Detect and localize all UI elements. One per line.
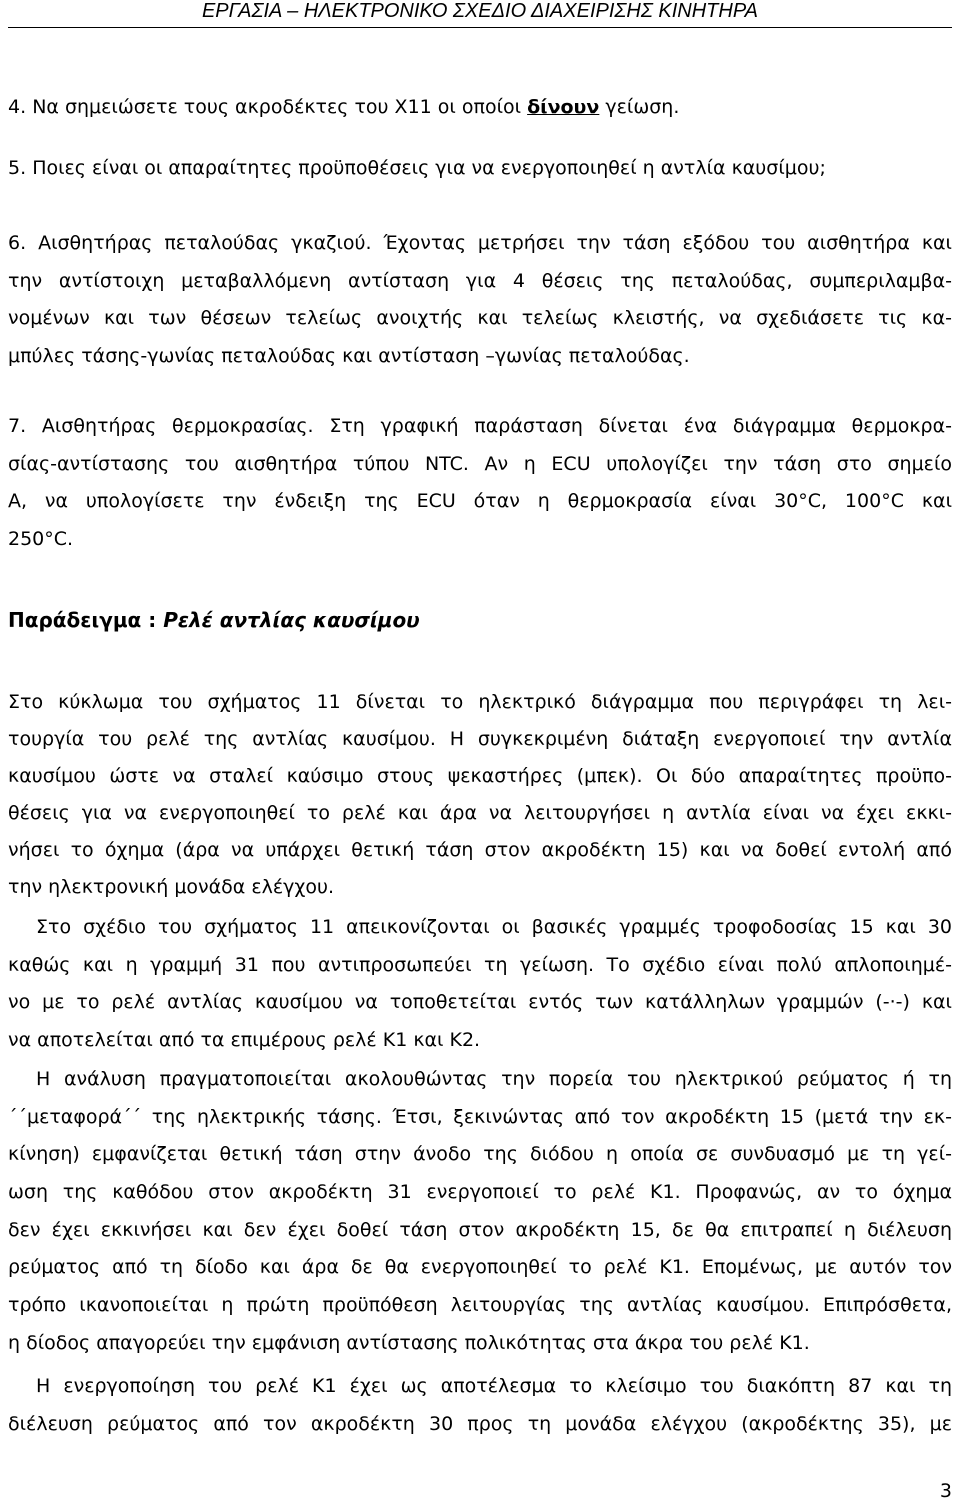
question-6 [8, 225, 952, 376]
paragraph-4-line-1: Η ενεργοποίηση του ρελέ K1 έχει ως αποτέλεσμα το κλείσιμο του διακόπτη 87 και τη [36, 1375, 952, 1397]
paragraph-2-line-4: να αποτελείται από τα επιμέρους ρελέ K1 και K2. [8, 1029, 481, 1052]
example-heading-line [8, 602, 952, 640]
paragraph-3-line-4: ωση της καθόδου στον ακροδέκτη 31 ενεργοποιεί το ρελέ K1. Προφανώς, αν το όχημα [8, 1181, 952, 1204]
example-paragraph-1 [8, 684, 952, 907]
paragraph-1-line-1: Στο κύκλωμα του σχήματος 11 δίνεται το ηλεκτρικό διάγραμμα που περιγράφει τη λει- [8, 691, 952, 713]
question-4-text-before: Να σημειώσετε τους ακροδέκτες του X11 οι οποίοι [32, 96, 522, 118]
question-4-text-after: γείωση. [605, 96, 680, 118]
example-heading [8, 602, 952, 640]
question-5 [8, 150, 952, 188]
paragraph-2-line-1: Στο σχέδιο του σχήματος 11 απεικονίζονται οι βασικές γραμμές τροφοδοσίας 15 και 30 [36, 916, 952, 938]
paragraph-2-line-3: νο με το ρελέ αντλίας καυσίμου να τοποθετείται εντός των κατάλληλων γραμμών (-·-) και [8, 991, 952, 1014]
running-header-title: ΕΡΓΑΣΙΑ – ΗΛΕΚΤΡΟΝΙΚΟ ΣΧΕΔΙΟ ΔΙΑΧΕΙΡΙΣΗΣ ΚΙΝΗΤΗΡΑ [201, 0, 759, 22]
running-header [8, 0, 952, 28]
question-6-line-4: μπύλες τάσης-γωνίας πεταλούδας και αντίσταση –γωνίας πεταλούδας. [8, 345, 690, 368]
example-paragraph-4 [8, 1368, 952, 1443]
question-6-line-2: την αντίστοιχη μεταβαλλόμενη αντίσταση για 4 θέσεις της πεταλούδας, συμπεριλαμβα- [8, 269, 952, 292]
question-4-emphasized-word: δίνουν [527, 96, 600, 118]
paragraph-3-line-6: ρεύματος από τη δίοδο και άρα δε θα ενεργοποιηθεί το ρελέ K1. Επομένως, με αυτόν τον [8, 1256, 952, 1279]
paragraph-4-line-2: διέλευση ρεύματος από τον ακροδέκτη 30 προς τη μονάδα ελέγχου (ακροδέκτης 35), με [8, 1412, 952, 1435]
question-5-text: Ποιες είναι οι απαραίτητες προϋποθέσεις για να ενεργοποιηθεί η αντλία καυσίμου; [32, 157, 826, 179]
question-7-line-2: σίας-αντίστασης του αισθητήρα τύπου NTC. Αν η ECU υπολογίζει την τάση στο σημείο [8, 452, 952, 475]
question-7-line-1 [8, 408, 952, 446]
paragraph-3-line-2: ΄΄μεταφορά΄΄ της ηλεκτρικής τάσης. Έτσι, ξεκινώντας από τον ακροδέκτη 15 (μετά την εκ- [8, 1105, 952, 1128]
paragraph-3-line-8: η δίοδος απαγορεύει την εμφάνιση αντίστασης πολικότητας στα άκρα του ρελέ K1. [8, 1331, 810, 1354]
example-paragraph-2 [8, 909, 952, 1060]
question-4-number: 4. [8, 96, 27, 118]
example-heading-label: Παράδειγμα : [8, 608, 157, 632]
question-7-number: 7. [8, 415, 27, 437]
page-number: 3 [939, 1480, 952, 1502]
paragraph-1-line-5: νήσει το όχημα (άρα να υπάρχει θετική τάση στον ακροδέκτη 15) και να δοθεί εντολή από [8, 839, 952, 862]
example-paragraph-3 [8, 1061, 952, 1363]
paragraph-2-line-2: καθώς και η γραμμή 31 που αντιπροσωπεύει τη γείωση. Το σχέδιο είναι πολύ απλοποιημέ- [8, 953, 952, 976]
question-6-line-1 [8, 225, 952, 263]
paragraph-3-line-1: Η ανάλυση πραγματοποιείται ακολουθώντας την πορεία του ηλεκτρικού ρεύματος ή τη [36, 1068, 952, 1090]
question-6-line-1-text: Αισθητήρας πεταλούδας γκαζιού. Έχοντας μετρήσει την τάση εξόδου του αισθητήρα και [38, 232, 952, 254]
question-5-line-1 [8, 150, 952, 188]
example-heading-title: Ρελέ αντλίας καυσίμου [163, 608, 420, 632]
question-6-number: 6. [8, 232, 27, 254]
paragraph-3-line-3: κίνηση) εμφανίζεται θετική τάση στην άνοδο της διόδου η οποία σε συνδυασμό με τη γεί- [8, 1143, 952, 1166]
question-6-line-3: νομένων και των θέσεων τελείως ανοιχτής και τελείως κλειστής, να σχεδιάσετε τις κα- [8, 307, 952, 330]
question-7-line-4: 250°C. [8, 528, 74, 551]
question-7-line-1-text: Αισθητήρας θερμοκρασίας. Στη γραφική παράσταση δίνεται ένα διάγραμμα θερμοκρα- [41, 415, 952, 437]
question-4-line-1 [8, 89, 952, 127]
question-5-number: 5. [8, 157, 27, 179]
question-7-line-3: Α, να υπολογίσετε την ένδειξη της ECU όταν η θερμοκρασία είναι 30°C, 100°C και [8, 490, 952, 513]
paragraph-3-line-7: τρόπο ικανοποιείται η πρώτη προϋπόθεση λειτουργίας της αντλίας καυσίμου. Επιπρόσθετα, [8, 1294, 952, 1317]
question-7 [8, 408, 952, 559]
paragraph-1-line-6: την ηλεκτρονική μονάδα ελέγχου. [8, 876, 335, 899]
paragraph-1-line-3: καυσίμου ώστε να σταλεί καύσιμο στους ψεκαστήρες (μπεκ). Οι δύο απαραίτητες προϋπο- [8, 765, 952, 788]
paragraph-1-line-2: τουργία του ρελέ της αντλίας καυσίμου. Η συγκεκριμένη διάταξη ενεργοποιεί την αντλία [8, 728, 952, 751]
paragraph-3-line-5: δεν έχει εκκινήσει και δεν έχει δοθεί τάση στον ακροδέκτη 15, δε θα επιτραπεί η διέλευση [8, 1218, 952, 1241]
question-4 [8, 89, 952, 127]
paragraph-1-line-4: θέσεις για να ενεργοποιηθεί το ρελέ και άρα να λειτουργήσει η αντλία είναι να έχει εκκι- [8, 802, 952, 825]
